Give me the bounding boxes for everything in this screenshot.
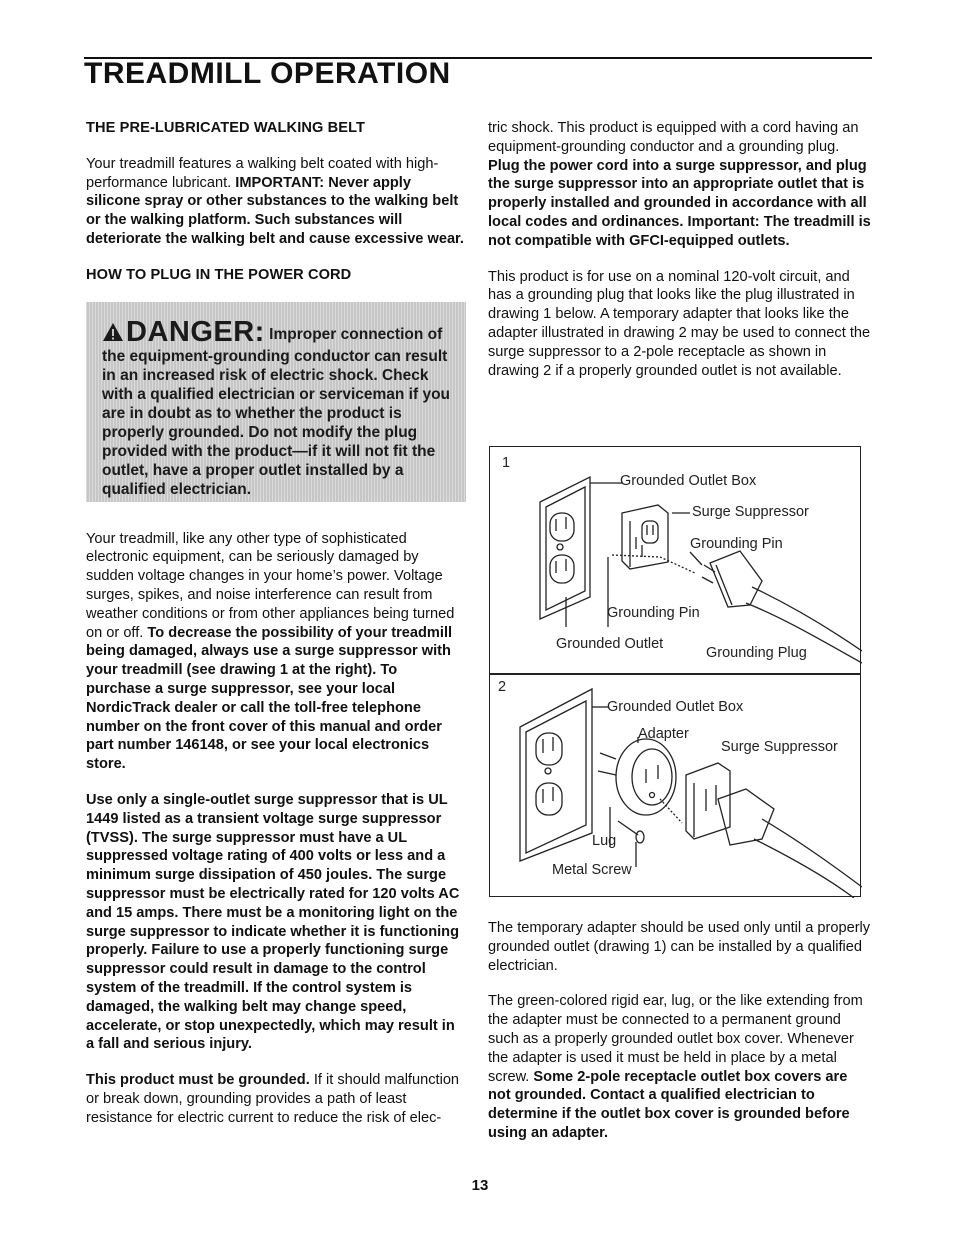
- label-grounding-pin-upper: Grounding Pin: [690, 536, 783, 552]
- label-grounded-outlet-box-1: Grounded Outlet Box: [620, 473, 757, 489]
- surge-bold: To decrease the possibility of your treadmill being damaged, always use a surge suppressor with your treadmill (see drawing 1 at the right). To purchase a surge suppressor, see your local NordicTrack dealer or call the toll-free telephone number on the front cover of this manual and order part number 146148, or see your local electronics store.: [86, 624, 453, 773]
- temporary-adapter-paragraph: The temporary adapter should be used only until a properly grounded outlet (drawing 1) can be installed by a qualified electrician.: [488, 920, 871, 974]
- label-metal-screw: Metal Screw: [552, 862, 632, 878]
- right-column: [488, 119, 872, 397]
- adapter-2: [598, 739, 676, 815]
- warning-triangle-icon: [102, 322, 124, 347]
- danger-box: [86, 302, 466, 502]
- single-outlet-bold: Use only a single-outlet surge suppressor that is UL 1449 listed as a transient voltage surge suppressor (TVSS). The surge suppressor must have a UL suppressed voltage rating of 400 volts or less and a minimum surge dissipation of 450 joules. The surge suppressor must be electrically rated for 120 volts AC and 15 amps. There must be a monitoring light on the surge suppressor to indicate whether it is functioning properly. Failure to use a properly functioning surge suppressor could result in damage to the control system of the treadmill. If the control system is damaged, the walking belt may change speed, accelerate, or stop unexpectedly, which may result in a fall and serious injury.: [86, 791, 460, 1053]
- label-adapter: Adapter: [638, 726, 689, 742]
- grounded-continued-paragraph: [488, 119, 872, 251]
- grounded-bold: This product must be grounded.: [86, 1072, 310, 1089]
- grounded-paragraph: [86, 1071, 466, 1127]
- label-grounded-outlet: Grounded Outlet: [556, 636, 664, 652]
- label-grounded-outlet-box-2: Grounded Outlet Box: [607, 699, 744, 715]
- page-number: 13: [471, 1177, 489, 1194]
- leader-pin-1: [690, 552, 702, 565]
- plug-drawings: [489, 446, 861, 897]
- surge-text: Your treadmill, like any other type of sophisticated electronic equipment, can be seriously damaged by sudden voltage changes in your home’s power. Voltage surges, spikes, and noise interference can result from weather conditions or from other appliances being turned on or off.: [86, 530, 455, 641]
- metal-screw-2: [618, 821, 644, 843]
- belt-important: IMPORTANT: Never apply silicone spray or other substances to the walking belt or the walking platform. Such substances will deteriorate the walking belt and cause excessive wear.: [86, 174, 464, 247]
- danger-text: Improper connection of the equipment-grounding conductor can result in an increased risk of electric shock. Check with a qualified electrician or serviceman if you are in doubt as to whether the product is properly grounded. Do not modify the plug provided with the product—if it will not fit the outlet, have a proper outlet installed by a qualified electrician.: [102, 325, 451, 498]
- two-pole-outlet-2: [520, 689, 592, 861]
- label-grounding-plug: Grounding Plug: [706, 645, 807, 661]
- label-surge-suppressor-1: Surge Suppressor: [692, 504, 809, 520]
- label-grounding-pin-lower: Grounding Pin: [607, 605, 700, 621]
- ear-bold: Some 2-pole receptacle outlet box covers are not grounded. Contact a qualified electrician to determine if the outlet box cover is grounded before using an adapter.: [488, 1068, 850, 1141]
- drawing1-number: 1: [502, 455, 511, 471]
- single-outlet-paragraph: [86, 791, 466, 1054]
- left-column: [86, 119, 466, 1144]
- danger-word: DANGER:: [126, 315, 265, 348]
- grounded-outlet-1: [540, 477, 590, 619]
- label-surge-suppressor-2: Surge Suppressor: [721, 739, 838, 755]
- grounded-bold-right: Plug the power cord into a surge suppressor, and plug the surge suppressor into an appropriate outlet that is properly installed and grounded in accordance with all local codes and ordinances. Important: The treadmill is not compatible with GFCI-equipped outlets.: [488, 157, 871, 249]
- belt-paragraph: [86, 155, 466, 249]
- ear-text: The green-colored rigid ear, lug, or the like extending from the adapter must be connected to a permanent ground such as a properly grounded outlet box cover. Whenever the adapter is used it must be held in place by a metal screw.: [488, 993, 863, 1085]
- grounded-text-left: If it should malfunction or break down, grounding provides a path of least resistance for electric current to reduce the risk of elec-: [86, 1072, 460, 1126]
- surge-suppressor-1: [622, 505, 668, 569]
- drawing2-number: 2: [498, 679, 507, 695]
- grounded-text-right: tric shock. This product is equipped with a cord having an equipment-grounding conductor and a grounding plug.: [488, 120, 859, 155]
- adapter-notes: [488, 919, 872, 1160]
- label-lug: Lug: [592, 833, 617, 849]
- page-title: TREADMILL OPERATION: [84, 57, 451, 90]
- belt-heading: THE PRE-LUBRICATED WALKING BELT: [86, 120, 366, 136]
- circuit-paragraph: This product is for use on a nominal 120-volt circuit, and has a grounding plug that looks like the plug illustrated in drawing 1 below. A temporary adapter that looks like the adapter illustrated in drawing 2 may be used to connect the surge suppressor to a 2-pole receptacle as shown in drawing 2 if a properly grounded outlet is not available.: [488, 268, 871, 379]
- dotted-guide-2: [660, 799, 682, 823]
- surge-suppressor-2: [686, 763, 862, 898]
- ear-paragraph: [488, 992, 872, 1142]
- power-heading: HOW TO PLUG IN THE POWER CORD: [86, 266, 352, 283]
- surge-paragraph: [86, 530, 466, 774]
- belt-text: Your treadmill features a walking belt coated with high-performance lubricant.: [86, 155, 439, 191]
- drawing-divider: [490, 673, 860, 675]
